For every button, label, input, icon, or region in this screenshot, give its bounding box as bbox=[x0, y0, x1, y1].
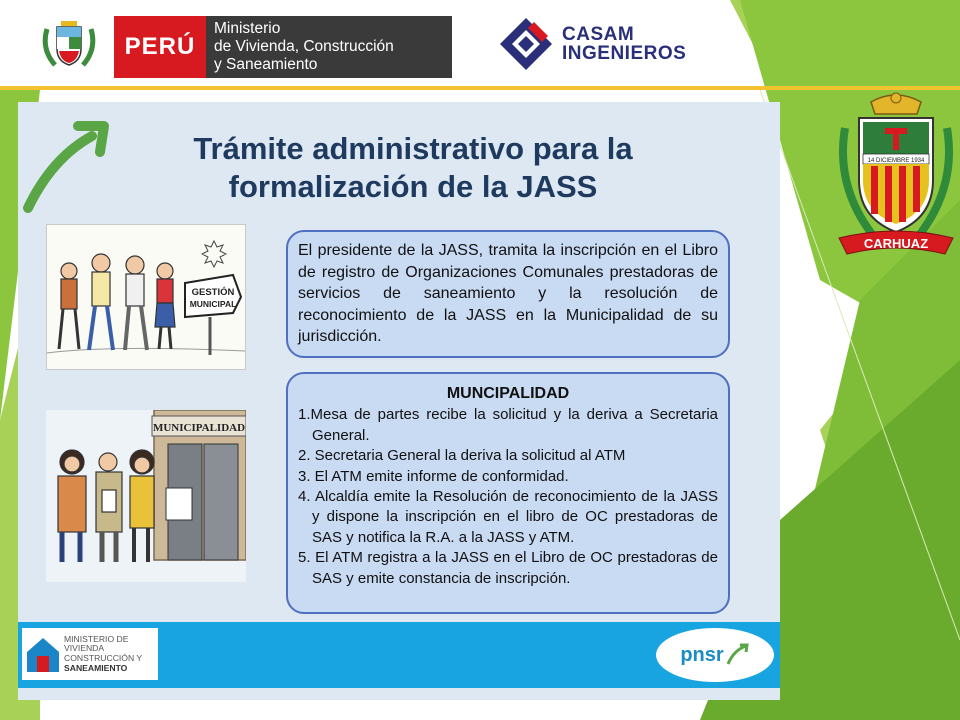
mvcs-line-4: SANEAMIENTO bbox=[64, 662, 128, 673]
house-icon bbox=[25, 634, 61, 674]
people-walking-illustration bbox=[46, 224, 246, 370]
crest-date-text: 14 DICIEMBRE 1934 bbox=[867, 158, 925, 164]
casam-name bbox=[562, 25, 686, 63]
ministry-line-1: Ministerio bbox=[214, 20, 281, 37]
step-item: 5. El ATM registra a la JASS en el Libro de OC prestadoras de SAS y emite constancia de inscripción. bbox=[298, 549, 718, 587]
ministry-name bbox=[206, 16, 452, 78]
header-divider bbox=[0, 86, 960, 90]
casam-diamond-icon bbox=[498, 16, 554, 72]
step-item: 3. El ATM emite informe de conformidad. bbox=[298, 467, 569, 485]
ministry-banner bbox=[24, 16, 452, 78]
step-item: 1.Mesa de partes recibe la solicitud y la deriva a Secretaria General. bbox=[298, 406, 718, 444]
mvcs-name bbox=[64, 635, 142, 673]
casam-line-1: CASAM bbox=[562, 24, 635, 45]
casam-line-2: INGENIEROS bbox=[562, 43, 687, 64]
ministry-line-2: de Vivienda, Construcción bbox=[214, 38, 394, 55]
footer-bar bbox=[18, 622, 780, 688]
casam-logo bbox=[498, 16, 686, 72]
mvcs-logo bbox=[22, 628, 158, 680]
municipal-steps-box bbox=[286, 372, 730, 614]
page-title bbox=[18, 130, 780, 206]
carhuaz-crest bbox=[835, 88, 957, 268]
mvcs-line-2: VIVIENDA bbox=[64, 643, 105, 654]
president-procedure-box bbox=[286, 230, 730, 358]
peru-label: PERÚ bbox=[114, 16, 206, 78]
mvcs-line-3: CONSTRUCCIÓN Y bbox=[64, 653, 143, 663]
pnsr-arrow-icon bbox=[724, 642, 750, 668]
sign-gestion-text-2: MUNICIPAL bbox=[189, 299, 237, 309]
pnsr-logo bbox=[656, 628, 774, 682]
municipal-heading: MUNCIPALIDAD bbox=[446, 385, 570, 402]
content-panel bbox=[18, 102, 780, 700]
header bbox=[0, 0, 960, 90]
procedure-paragraph: El presidente de la JASS, tramita la inscripción en el Libro de registro de Organizaciones Comunales prestadoras de servicios de saneamiento y la resolución de reconocimiento de la JASS en la Municipalidad de su jurisdicción. bbox=[298, 242, 718, 345]
municipality-illustration bbox=[46, 410, 246, 582]
step-item: 2. Secretaria General la deriva la solicitud al ATM bbox=[298, 447, 626, 465]
sign-gestion-text-1: GESTIÓN bbox=[191, 287, 235, 298]
title-line-1: Trámite administrativo para la bbox=[193, 131, 633, 166]
peru-coat-of-arms-icon bbox=[24, 16, 114, 78]
ministry-line-3: y Saneamiento bbox=[214, 56, 318, 73]
crest-banner-text: CARHUAZ bbox=[863, 236, 929, 251]
title-line-2: formalización de la JASS bbox=[228, 169, 598, 204]
municipalidad-sign-text: MUNICIPALIDAD bbox=[152, 422, 246, 434]
mvcs-line-1: MINISTERIO DE bbox=[64, 633, 129, 644]
step-item: 4. Alcaldía emite la Resolución de reconocimiento de la JASS y dispone la inscripción en el libro de OC prestadoras de SAS y notifica la R.A. a la JASS y ATM. bbox=[298, 488, 718, 546]
pnsr-label: pnsr bbox=[680, 643, 724, 666]
